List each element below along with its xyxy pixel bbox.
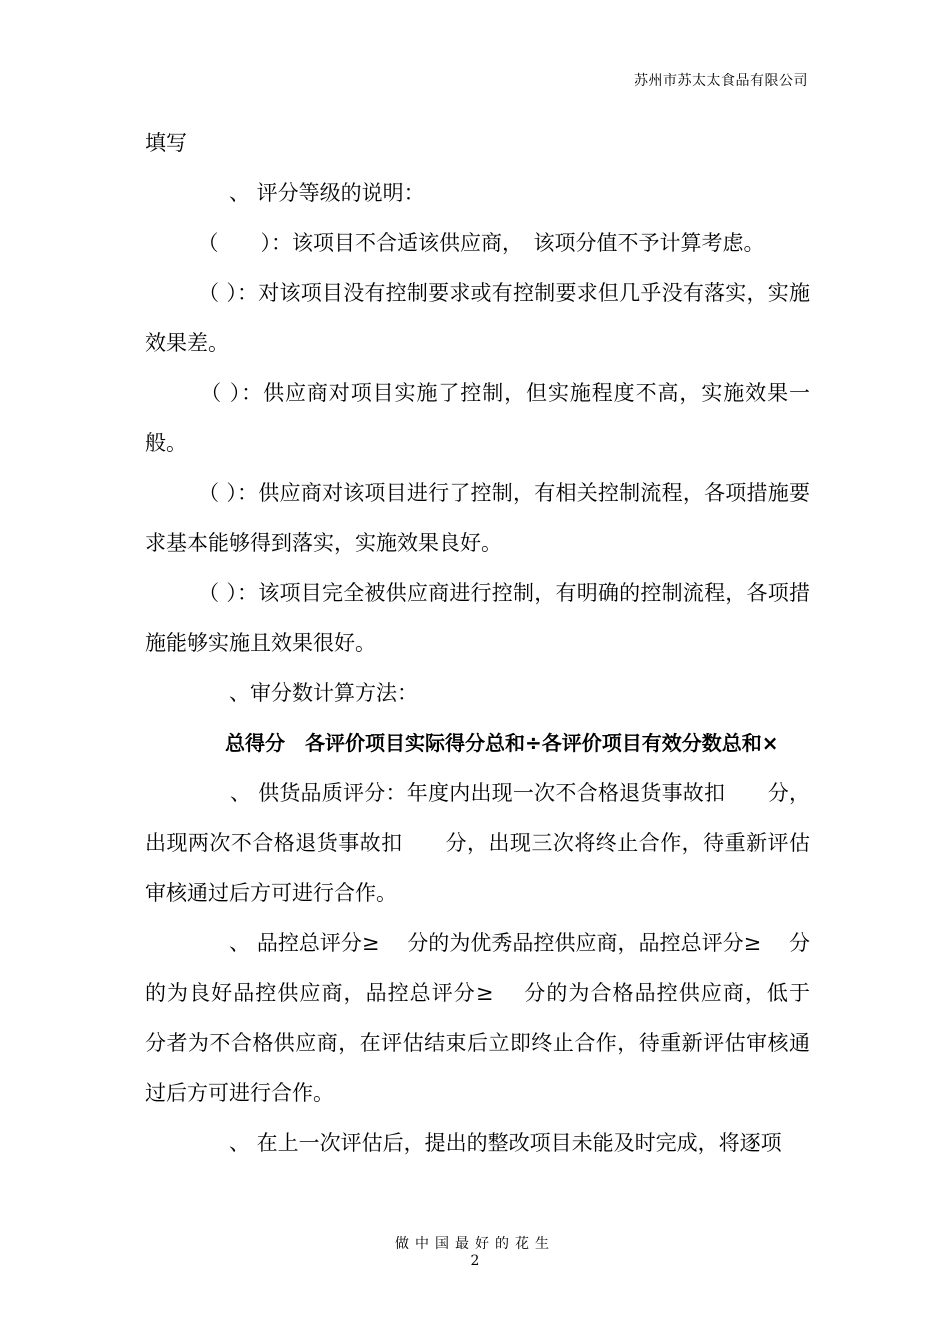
page-number: 2 — [470, 1253, 480, 1269]
paragraph-supply-quality: 、 供货品质评分：年度内出现一次不合格退货事故扣 分，出现两次不合格退货事故扣 分，出现三次将终止合作，待重新评估审核通过后方可进行合作。 — [145, 781, 810, 905]
paragraph-rating-na: （ ）：该项目不合适该供应商， 该项分值不予计算考虑。 — [145, 231, 765, 255]
paragraph-rating-fair: （ ）：供应商对项目实施了控制，但实施程度不高，实施效果一般。 — [145, 381, 810, 455]
company-header: 苏州市苏太太食品有限公司 — [634, 73, 808, 89]
paragraph-qc-total-score: 、 品控总评分≥ 分的为优秀品控供应商，品控总评分≥ 分的为良好品控供应商，品控总评分≥ 分的为合格品控供应商，低于 分者为不合格供应商，在评估结束后立即终止合作，待重新评估审核通过后方可进行合作。 — [145, 931, 838, 1105]
paragraph-score-formula: 总得分 各评价项目实际得分总和÷各评价项目有效分数总和× — [145, 731, 779, 755]
paragraph-fill: 填写 — [145, 131, 187, 155]
document-body — [145, 118, 838, 1168]
paragraph-rating-levels-heading: 、 评分等级的说明： — [145, 181, 425, 205]
paragraph-rating-poor: （ ）：对该项目没有控制要求或有控制要求但几乎没有落实，实施效果差。 — [145, 281, 810, 355]
paragraph-rating-good: （ ）：供应商对该项目进行了控制，有相关控制流程，各项措施要求基本能够得到落实，实施效果良好。 — [145, 481, 810, 555]
paragraph-rating-excellent: （ ）：该项目完全被供应商进行控制，有明确的控制流程，各项措施能够实施且效果很好。 — [145, 581, 810, 655]
footer-slogan: 做中国最好的花生 — [395, 1236, 555, 1252]
paragraph-score-method-heading: 、审分数计算方法： — [145, 681, 418, 705]
paragraph-rectification: 、 在上一次评估后，提出的整改项目未能及时完成，将逐项 — [145, 1131, 782, 1155]
